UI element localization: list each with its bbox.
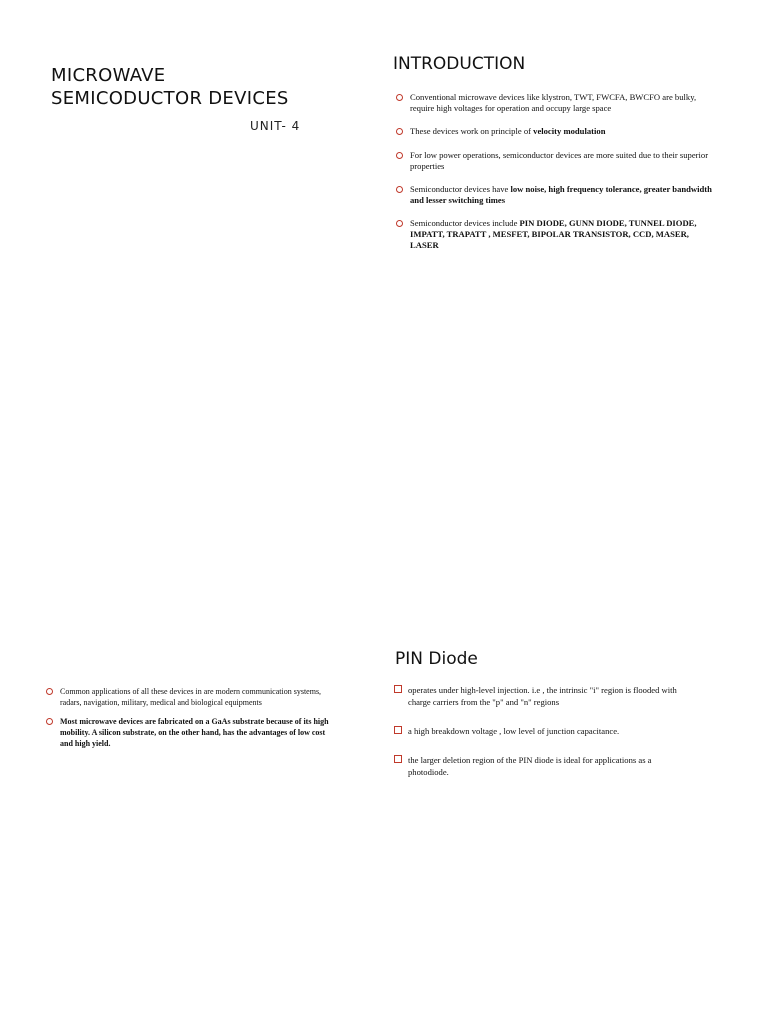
bullet-bold-text: velocity modulation (533, 126, 606, 136)
hollow-circle-icon (396, 128, 403, 135)
hollow-circle-icon (396, 94, 403, 101)
bullet-text: Conventional microwave devices like klystron, TWT, FWCFA, BWCFO are bulky, require high voltages for operation and occupy large space (410, 92, 697, 113)
title-line-2: SEMICODUCTOR DEVICES (51, 88, 289, 109)
introduction-heading: INTRODUCTION (393, 54, 526, 74)
pin-diode-bullet-list (394, 684, 694, 795)
introduction-slide (384, 40, 768, 340)
list-item (396, 92, 716, 114)
hollow-square-icon (394, 755, 402, 763)
introduction-bullet-list (396, 92, 716, 263)
bullet-bold-text: low noise, high frequency tolerance, greater bandwidth and lesser switching times (410, 184, 712, 205)
list-item (394, 754, 694, 778)
bullet-text: For low power operations, semiconductor devices are more suited due to their superior properties (410, 150, 709, 171)
list-item (46, 686, 338, 708)
applications-slide (0, 640, 370, 840)
hollow-circle-icon (46, 718, 53, 725)
list-item (396, 218, 716, 251)
unit-subtitle: UNIT- 4 (250, 119, 301, 133)
bullet-text: a high breakdown voltage , low level of junction capacitance. (408, 726, 620, 736)
title-slide (0, 0, 370, 300)
hollow-square-icon (394, 685, 402, 693)
bullet-text: Semiconductor devices have (410, 184, 511, 194)
bullet-text: Common applications of all these devices in are modern communication systems, radars, navigation, military, medical and biological equipments (60, 687, 322, 707)
presentation-title (51, 64, 289, 110)
hollow-circle-icon (396, 152, 403, 159)
list-item (394, 684, 694, 708)
bullet-text: operates under high-level injection. i.e , the intrinsic "i" region is flooded with charge carriers from the "p" and "n" regions (408, 685, 677, 707)
hollow-square-icon (394, 726, 402, 734)
list-item (396, 150, 716, 172)
hollow-circle-icon (396, 220, 403, 227)
pin-diode-heading: PIN Diode (395, 649, 478, 669)
bullet-text: Semiconductor devices include (410, 218, 520, 228)
bullet-text: the larger deletion region of the PIN diode is ideal for applications as a photodiode. (408, 755, 652, 777)
pin-diode-slide (384, 640, 768, 840)
hollow-circle-icon (46, 688, 53, 695)
list-item (46, 716, 338, 749)
list-item (396, 126, 716, 137)
list-item (394, 725, 694, 737)
list-item (396, 184, 716, 206)
hollow-circle-icon (396, 186, 403, 193)
bullet-bold-text: Most microwave devices are fabricated on a GaAs substrate because of its high mobility. A silicon substrate, on the other hand, has the advantages of low cost and high yield. (60, 717, 329, 748)
bullet-text: These devices work on principle of (410, 126, 534, 136)
applications-bullet-list (46, 686, 338, 757)
title-line-1: MICROWAVE (51, 65, 166, 86)
bullet-bold-text: PIN DIODE, GUNN DIODE, TUNNEL DIODE, IMPATT, TRAPATT , MESFET, BIPOLAR TRANSISTOR, CCD, MASER, LASER (410, 218, 697, 250)
